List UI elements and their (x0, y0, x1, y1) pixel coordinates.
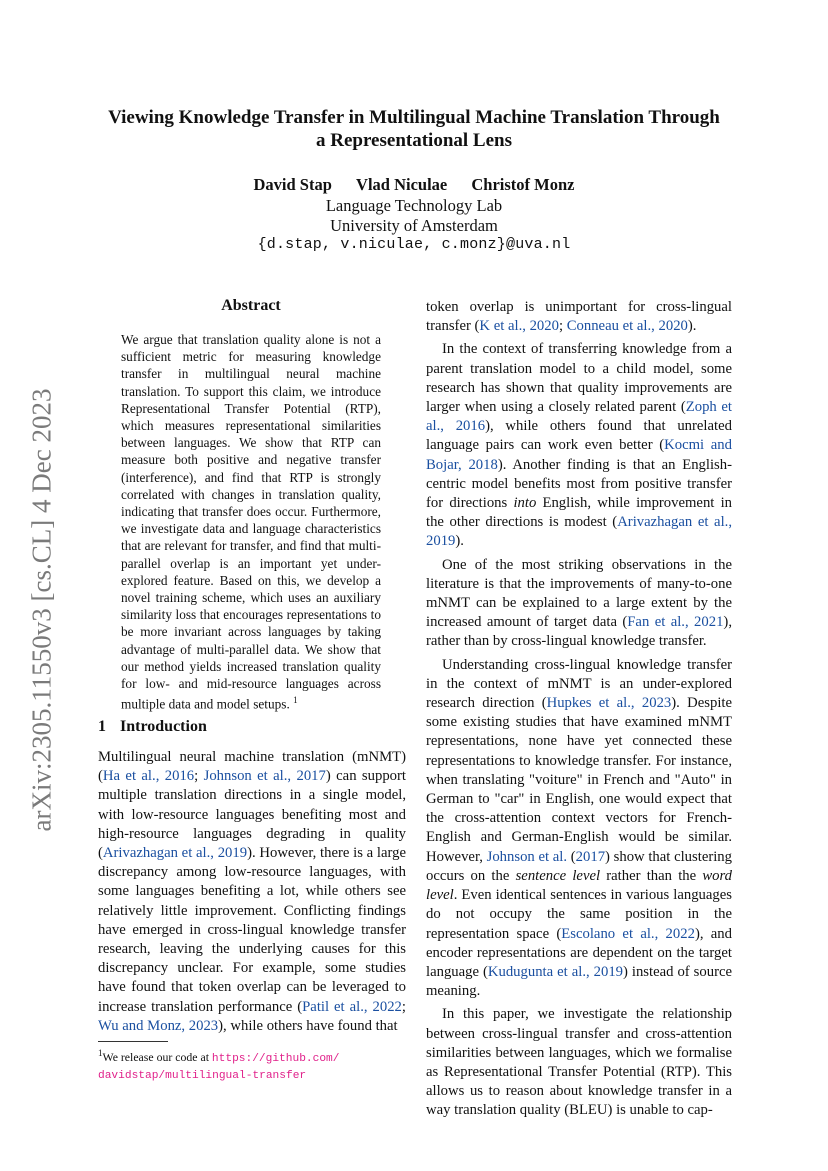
text-span: ), and encoder representations are dependent on the target language ( (426, 925, 732, 980)
text-span: English, while improvement in the other directions is modest ( (426, 495, 732, 531)
author-1: David Stap (253, 175, 332, 194)
text-span: ) can support multiple translation directions in a single model, with low-resource languages benefiting most and high-resource languages degrading in quality ( (98, 768, 406, 862)
author-emails: {d.stap, v.niculae, c.monz}@uva.nl (257, 236, 571, 253)
right-paragraph-2 (426, 556, 732, 652)
text-span: ). Another finding is that an English-centric model benefits most from positive transfer for directions (426, 456, 732, 512)
footnote-mark: 1 (98, 1048, 103, 1058)
citation-link[interactable]: K et al., 2020 (479, 318, 559, 335)
title-line-1: Viewing Knowledge Transfer in Multilingual Machine Translation Through (108, 107, 720, 128)
text-span: ). (687, 318, 697, 335)
right-paragraph-4 (426, 1005, 732, 1120)
text-span: . Even identical sentences in various languages do not occupy the same position in the representation space ( (426, 887, 732, 942)
text-span: ( (567, 848, 576, 865)
left-column (98, 748, 406, 1036)
footnote-text: We release our code at (102, 1049, 212, 1064)
citation-link[interactable]: Arivazhagan et al., 2019 (426, 514, 732, 550)
right-paragraph-1 (426, 340, 732, 551)
text-span: In the context of transferring knowledge from a parent translation model to a child model, some research has shown that quality improvements are larger when using a closely related parent ( (426, 341, 732, 416)
text-span: ; (401, 998, 406, 1015)
citation-link[interactable]: Hupkes et al., 2023 (546, 695, 672, 712)
footnote-url-part-1[interactable]: https://github.com/ (211, 1052, 340, 1065)
intro-paragraph-1 (98, 748, 406, 1036)
arxiv-sidebar (18, 370, 66, 850)
citation-link[interactable]: Conneau et al., 2020 (566, 318, 688, 335)
citation-link[interactable]: Patil et al., 2022 (302, 998, 402, 1015)
author-2: Vlad Niculae (356, 175, 448, 194)
citation-link[interactable]: Ha et al., 2016 (102, 768, 195, 785)
text-span: ). (455, 533, 464, 550)
right-paragraph-3 (426, 656, 732, 1002)
title-line-2: a Representational Lens (316, 130, 512, 151)
footnote-url-part-2[interactable]: davidstap/multilingual-transfer (98, 1069, 307, 1082)
citation-link[interactable]: Johnson et al. (486, 848, 568, 865)
emphasis: sentence level (515, 867, 601, 884)
text-span: One of the most striking observations in the literature is that the improvements of many-to-one mNMT can be explained to a large extent by the increased amount of target data ( (426, 556, 732, 631)
citation-link[interactable]: Escolano et al., 2022 (561, 925, 695, 942)
text-span: ), while others found that unrelated language pairs can work even better ( (426, 418, 732, 454)
citation-link[interactable]: Kudugunta et al., 2019 (487, 963, 624, 980)
text-span: ; (194, 768, 204, 785)
abstract-footnote-mark[interactable]: 1 (293, 695, 298, 706)
text-span: ) instead of source meaning. (426, 963, 733, 1000)
text-span: ). Despite some existing studies that have examined mNMT representations, none have yet connected these representations to knowledge transfer. For instance, when translating "voiture" in French and "Auto" in German to "car" in English, one would expect that the cross-attention context vectors for French-English and German-English would be similar. However, (426, 695, 733, 865)
emphasis: word level (426, 867, 732, 904)
text-span: In this paper, we investigate the relationship between cross-lingual transfer and cross-attention similarities between languages, which we formalise as Representational Transfer Potential (RTP). This allows us to reason about knowledge transfer in a way translation quality (BLEU) is unable to cap- (426, 1006, 732, 1119)
text-span: ). However, there is a large discrepancy among low-resource languages, with some languages benefiting a lot, while others see relatively little improvement. Conflicting findings have emerged in cross-lingual knowledge transfer research, leaving the underlying causes for this discrepancy unclear. For example, some studies have found that token overlap can be leveraged to increase translation performance ( (98, 845, 407, 1015)
text-span: Multilingual neural machine translation (mNMT) ( (98, 749, 406, 785)
text-span: token overlap is unimportant for cross-lingual transfer ( (426, 299, 732, 335)
citation-link[interactable]: Kocmi and Bojar, 2018 (426, 437, 732, 473)
section-title: Introduction (120, 718, 207, 735)
footnote (98, 1046, 408, 1084)
section-number: 1 (98, 718, 106, 735)
citation-link[interactable]: Johnson et al., 2017 (203, 768, 326, 785)
footnote-divider (98, 1041, 168, 1042)
abstract-text: We argue that translation quality alone is not a sufficient metric for measuring knowledge transfer in multilingual neural machine translation. To support this claim, we introduce Representational Transfer Potential (RTP), which measures representational similarities between languages. We show that RTP can measure both positive and negative transfer (interference), and find that RTP is strongly correlated with changes in translation quality, indicating that transfer does occur. Furthermore, we investigate data and language characteristics that are relevant for transfer, and find that multi-parallel overlap is an important yet under-explored feature. Based on this, we develop a novel training scheme, which uses an auxiliary similarity loss that encourages representations to be more invariant across languages by taking advantage of multi-parallel data. We show that our method yields increased translation quality for low- and mid-resource languages across multiple data and model setups. (121, 332, 381, 712)
affiliation-university: University of Amsterdam (330, 216, 498, 235)
author-list (60, 175, 768, 195)
author-3: Christof Monz (471, 175, 575, 194)
right-column (426, 298, 732, 1121)
text-span: ; (558, 318, 567, 335)
emphasis: into (513, 495, 537, 512)
text-span: ), while others have found that (218, 1017, 398, 1034)
right-paragraph-0 (426, 298, 732, 336)
affiliation-lab: Language Technology Lab (325, 196, 503, 215)
text-span: Understanding cross-lingual knowledge transfer in the context of mNMT is an under-explored research direction ( (426, 656, 732, 712)
text-span: ) show that clustering occurs on the (426, 848, 732, 884)
text-span: rather than the (600, 867, 703, 884)
citation-link[interactable]: Zoph et al., 2016 (426, 399, 732, 435)
citation-link[interactable]: Fan et al., 2021 (627, 614, 724, 631)
arxiv-identifier: arXiv:2305.11550v3 [cs.CL] 4 Dec 2023 (26, 388, 57, 832)
text-span: ), rather than by cross-lingual knowledge transfer. (426, 614, 732, 650)
section-heading-introduction (98, 718, 207, 736)
citation-link[interactable]: Wu and Monz, 2023 (98, 1017, 219, 1034)
citation-link[interactable]: Arivazhagan et al., 2019 (102, 845, 248, 862)
citation-link[interactable]: 2017 (575, 848, 606, 865)
abstract-body (121, 331, 381, 713)
abstract-heading: Abstract (221, 297, 281, 314)
paper-title (60, 106, 768, 152)
